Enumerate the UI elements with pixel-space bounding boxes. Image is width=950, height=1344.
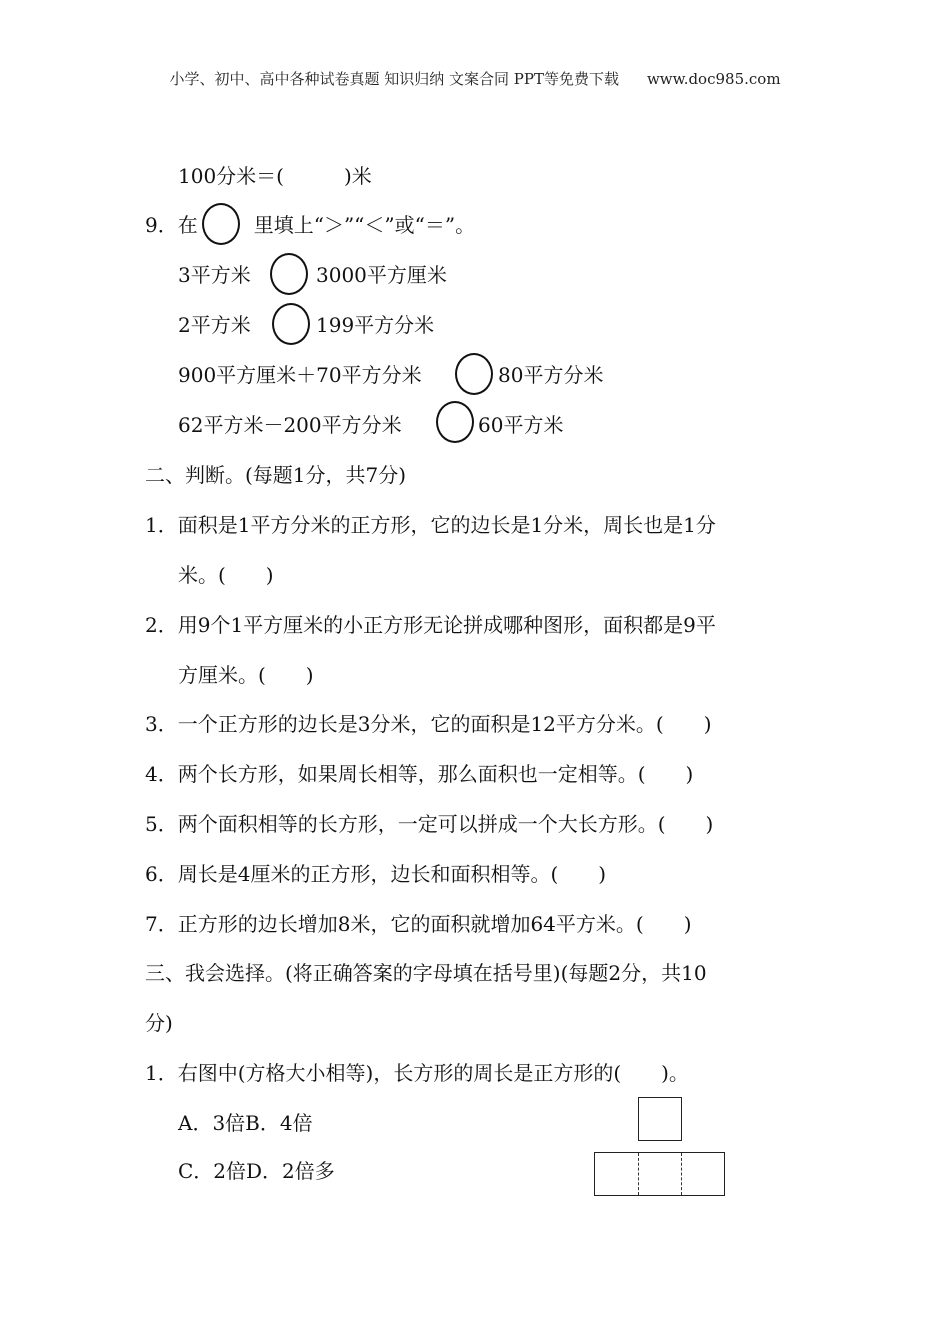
answer-circle[interactable] xyxy=(272,303,310,345)
q9-prompt-before: 在 xyxy=(177,213,198,237)
judge-q2-line2: 方厘米。( ) xyxy=(178,663,314,687)
answer-circle[interactable] xyxy=(270,253,308,295)
judge-q5: 5．两个面积相等的长方形，一定可以拼成一个大长方形。( ) xyxy=(145,812,714,836)
judge-q2-line1: 2．用9个1平方厘米的小正方形无论拼成哪种图形，面积都是9平 xyxy=(145,613,716,637)
q9-item-1-left: 3平方米 xyxy=(178,263,251,287)
judge-q1-line2: 米。( ) xyxy=(178,563,274,587)
judge-q6: 6．周长是4厘米的正方形，边长和面积相等。( ) xyxy=(145,862,607,886)
choice-q1-options-cd: C．2倍D．2倍多 xyxy=(178,1159,335,1183)
section2-title: 二、判断。(每题1分，共7分) xyxy=(145,463,407,487)
judge-q4: 4．两个长方形，如果周长相等，那么面积也一定相等。( ) xyxy=(145,762,694,786)
header-text: 小学、初中、高中各种试卷真题 知识归纳 文案合同 PPT等免费下载 xyxy=(169,70,619,88)
judge-q7: 7．正方形的边长增加8米，它的面积就增加64平方米。( ) xyxy=(145,912,692,936)
figure-divider xyxy=(681,1153,682,1195)
page-header xyxy=(0,68,950,89)
figure-rectangle xyxy=(594,1152,725,1196)
answer-circle[interactable] xyxy=(202,203,240,245)
q9-item-2-left: 2平方米 xyxy=(178,313,251,337)
header-site: www.doc985.com xyxy=(646,70,781,88)
choice-q1-options-ab: A．3倍B．4倍 xyxy=(178,1111,313,1135)
q9-number: 9． xyxy=(145,213,178,237)
q9-item-4-left: 62平方米－200平方分米 xyxy=(178,413,402,437)
figure-divider xyxy=(638,1153,639,1195)
q9-item-3-left: 900平方厘米＋70平方分米 xyxy=(178,363,422,387)
q8-tail: 100分米＝( )米 xyxy=(178,164,372,188)
judge-q3: 3．一个正方形的边长是3分米，它的面积是12平方分米。( ) xyxy=(145,712,712,736)
answer-circle[interactable] xyxy=(436,401,474,443)
figure-square xyxy=(638,1097,682,1141)
q9-prompt-after: 里填上“＞”“＜”或“＝”。 xyxy=(253,213,476,237)
answer-circle[interactable] xyxy=(455,353,493,395)
section3-title-line2: 分) xyxy=(145,1011,173,1035)
choice-q1-stem: 1．右图中(方格大小相等)，长方形的周长是正方形的( )。 xyxy=(145,1061,689,1085)
q9-item-3-right: 80平方分米 xyxy=(498,363,604,387)
judge-q1-line1: 1．面积是1平方分米的正方形，它的边长是1分米，周长也是1分 xyxy=(145,513,716,537)
q9-prompt xyxy=(145,211,475,239)
section3-title-line1: 三、我会选择。(将正确答案的字母填在括号里)(每题2分，共10 xyxy=(145,961,707,985)
q9-item-2-right: 199平方分米 xyxy=(316,313,435,337)
q9-item-4-right: 60平方米 xyxy=(478,413,564,437)
q9-item-1-right: 3000平方厘米 xyxy=(316,263,447,287)
